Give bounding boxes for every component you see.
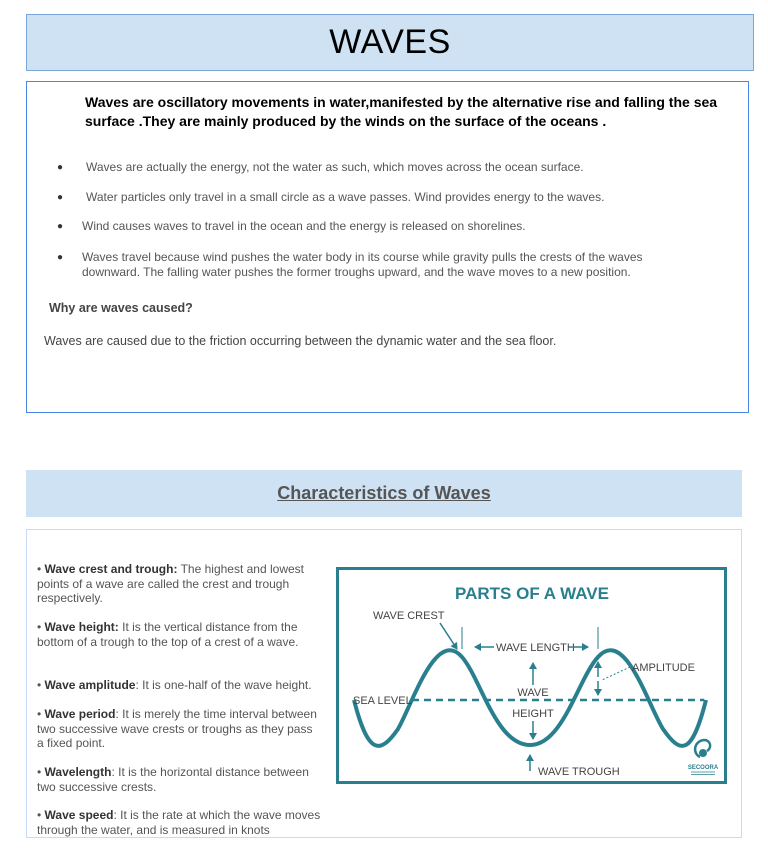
characteristics-banner [26, 470, 742, 517]
bullet-dot: ● [57, 252, 64, 263]
why-heading: Why are waves caused? [49, 301, 193, 315]
bullet-text: Waves are actually the energy, not the water as such, which moves across the ocean surface. [86, 160, 584, 174]
bullet-text: Waves travel because wind pushes the water body in its course while gravity pulls the crests of the waves downward. The falling water pushes the former troughs upward, and the wave moves to a new position. [82, 250, 643, 279]
parts-of-a-wave-diagram [336, 567, 727, 784]
trough-label: WAVE TROUGH [538, 766, 620, 778]
definition-text: It is the vertical distance from the bottom of a trough to the top of a crest of a wave. [37, 620, 299, 649]
diagram-title: PARTS OF A WAVE [455, 584, 609, 603]
definition-item: • Wave speed: It is the rate at which the wave moves through the water, and is measured in knots [37, 808, 321, 837]
definition-item: • Wave amplitude: It is one-half of the wave height. [37, 678, 312, 692]
definition-term: Wave period [44, 707, 116, 721]
title-banner [26, 14, 754, 71]
wave-length-label: WAVE LENGTH [496, 642, 575, 654]
definition-term: Wave crest and trough: [44, 562, 178, 576]
bullet-dot: ● [57, 162, 64, 173]
intro-lead: Waves are oscillatory movements in water,manifested by the alternative rise and falling the sea surface .They are mainly produced by the winds on the surface of the oceans . [85, 94, 718, 129]
definition-item: • Wave period: It is merely the time interval between two successive wave crests or troughs as they pass a fixed point. [37, 707, 317, 750]
definition-term: Wave height: [44, 620, 119, 634]
bullet-dot: ● [57, 221, 64, 232]
bullet-text: Wind causes waves to travel in the ocean and the energy is released on shorelines. [82, 219, 526, 233]
bullet-dot: ● [57, 192, 64, 203]
characteristics-section [26, 529, 742, 838]
definition-text: : It is the horizontal distance between two successive crests. [37, 765, 309, 794]
definition-item: • Wave height: It is the vertical distance from the bottom of a trough to the top of a crest of a wave. [37, 620, 299, 649]
definition-text: : It is the rate at which the wave moves through the water, and is measured in knots [37, 808, 321, 837]
logo-text: SECOORA [687, 765, 719, 771]
height-label-line1: WAVE [517, 687, 549, 699]
cause-text: Waves are caused due to the friction occurring between the dynamic water and the sea floor. [44, 334, 557, 348]
amplitude-label: AMPLITUDE [632, 662, 695, 674]
definition-text: : It is one-half of the wave height. [135, 678, 312, 692]
height-label-line2: HEIGHT [512, 708, 554, 720]
definition-text: The highest and lowest points of a wave are called the crest and trough respectively. [37, 562, 304, 605]
definition-term: Wavelength [44, 765, 112, 779]
page-title: WAVES [329, 23, 451, 61]
sea-level-label: SEA LEVEL [353, 695, 412, 707]
intro-section [26, 81, 749, 413]
bullet-text: Water particles only travel in a small circle as a wave passes. Wind provides energy to the waves. [86, 190, 605, 204]
crest-label: WAVE CREST [373, 610, 445, 622]
definition-term: Wave amplitude [44, 678, 136, 692]
definition-term: Wave speed [44, 808, 114, 822]
definition-item: • Wave crest and trough: The highest and lowest points of a wave are called the crest and trough respectively. [37, 562, 304, 605]
definition-text: : It is merely the time interval between two successive wave crests or troughs as they pass a fixed point. [37, 707, 317, 750]
definition-item: • Wavelength: It is the horizontal distance between two successive crests. [37, 765, 309, 794]
characteristics-heading: Characteristics of Waves [277, 483, 491, 503]
